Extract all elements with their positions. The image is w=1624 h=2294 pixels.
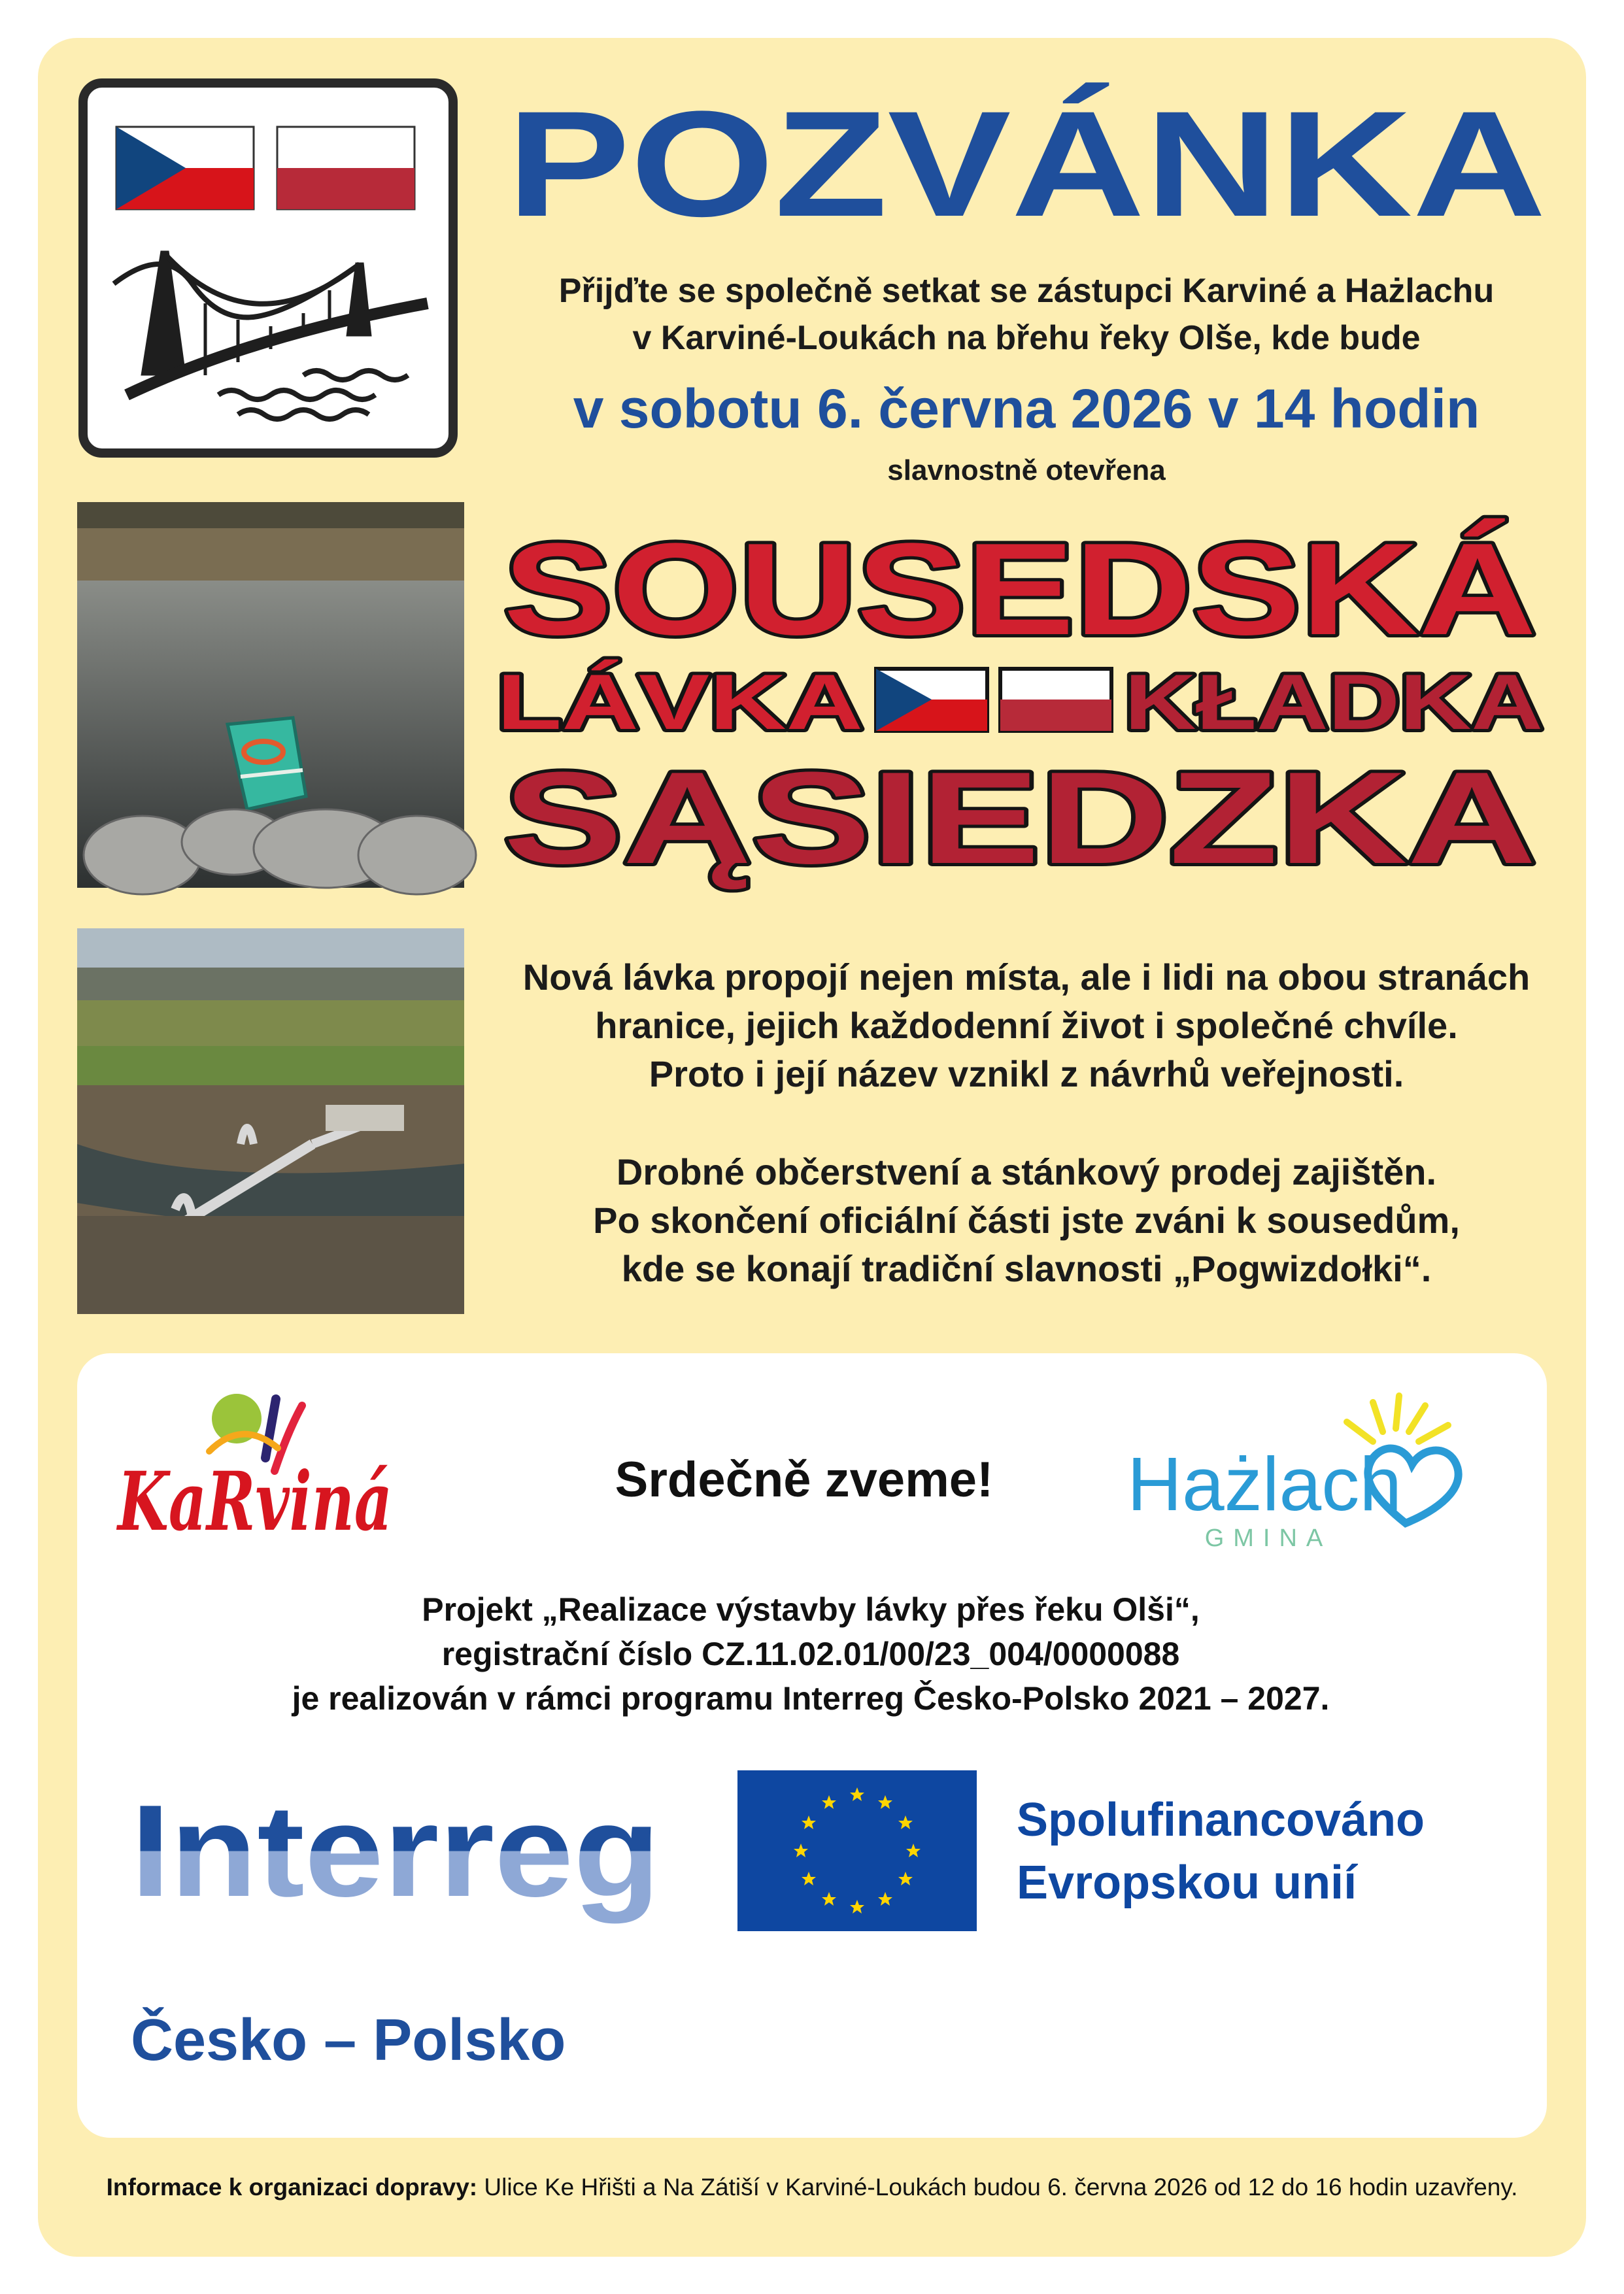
bridge-name-word-2a: LÁVKA <box>497 658 863 746</box>
project-line: Projekt „Realizace výstavby lávky přes řeku Olši“, <box>422 1591 1200 1628</box>
footer-label: Informace k organizaci dopravy: <box>106 2174 478 2201</box>
heading-text: POZVÁNKA <box>507 80 1546 248</box>
polish-flag-icon <box>1000 669 1111 731</box>
eu-funding-line-2: Evropskou unií <box>1017 1857 1357 1909</box>
footer-info <box>52 2174 1572 2201</box>
eu-funding-text <box>1017 1789 1514 1914</box>
project-line: registrační číslo CZ.11.02.01/00/23_004/0000088 <box>441 1636 1180 1672</box>
hazlach-logo <box>1125 1386 1504 1556</box>
hazlach-logo-text: Hażlach <box>1127 1442 1402 1527</box>
eu-flag-icon <box>737 1770 977 1931</box>
intro-line-3: slavnostně otevřena <box>887 454 1166 486</box>
bridge-name-word-1: SOUSEDSKÁ <box>503 516 1536 662</box>
karvina-logo <box>111 1379 399 1556</box>
bridge-name-title <box>497 516 1543 891</box>
bridge-aerial-photo <box>77 928 464 1314</box>
project-line: je realizován v rámci programu Interreg Česko-Polsko 2021 – 2027. <box>292 1680 1330 1717</box>
sun-rays-icon <box>1347 1396 1448 1442</box>
karvina-logo-text: KaRviná <box>116 1455 392 1549</box>
bridge-emblem <box>78 78 458 458</box>
footer-text: Ulice Ke Hřišti a Na Zátiší v Karviné-Loukách budou 6. června 2026 od 12 do 16 hodin uzavřeny. <box>477 2174 1518 2201</box>
description-paragraph-2 <box>484 1148 1569 1293</box>
river-boat-photo <box>77 502 464 888</box>
eu-funding-line-1: Spolufinancováno <box>1017 1794 1425 1846</box>
interreg-logo <box>131 1778 673 1924</box>
intro-line-1: Přijďte se společně setkat se zástupci Karviné a Hażlachu <box>558 272 1495 310</box>
water-waves-icon <box>218 371 408 419</box>
eu-stars-icon <box>737 1770 977 1931</box>
bridge-name-word-2b: KŁADKA <box>1125 658 1543 746</box>
description-paragraph-1 <box>484 953 1569 1098</box>
description-line: Nová lávka propojí nejen místa, ale i lidi na obou stranách <box>522 956 1531 998</box>
interreg-region: Česko – Polsko <box>131 2008 566 2073</box>
hazlach-logo-subtext: GMINA <box>1204 1525 1332 1552</box>
description-line: Drobné občerstvení a stánkový prodej zajištěn. <box>616 1151 1437 1192</box>
page-title <box>497 80 1556 248</box>
intro-line-2: v Karviné-Loukách na břehu řeky Olše, kde bude <box>632 319 1421 357</box>
czech-flag-icon <box>116 127 254 209</box>
bridge-name-word-3: SĄSIEDZKA <box>503 745 1536 891</box>
description-line: hranice, jejich každodenní život i společné chvíle. <box>595 1005 1458 1046</box>
interreg-logo-text: Interreg <box>131 1778 660 1924</box>
event-date: v sobotu 6. června 2026 v 14 hodin <box>573 378 1480 439</box>
welcome-text: Srdečně zveme! <box>615 1452 994 1508</box>
polish-flag-icon <box>277 127 414 209</box>
bridge-emblem-graphic <box>88 88 448 448</box>
czech-flag-icon <box>876 669 987 731</box>
project-info <box>92 1587 1530 1721</box>
description-line: Proto i její název vznikl z návrhů veřejnosti. <box>649 1053 1404 1094</box>
description-line: kde se konají tradiční slavnosti „Pogwizdołki“. <box>621 1248 1432 1289</box>
description-line: Po skončení oficiální části jste zváni k sousedům, <box>593 1200 1460 1241</box>
